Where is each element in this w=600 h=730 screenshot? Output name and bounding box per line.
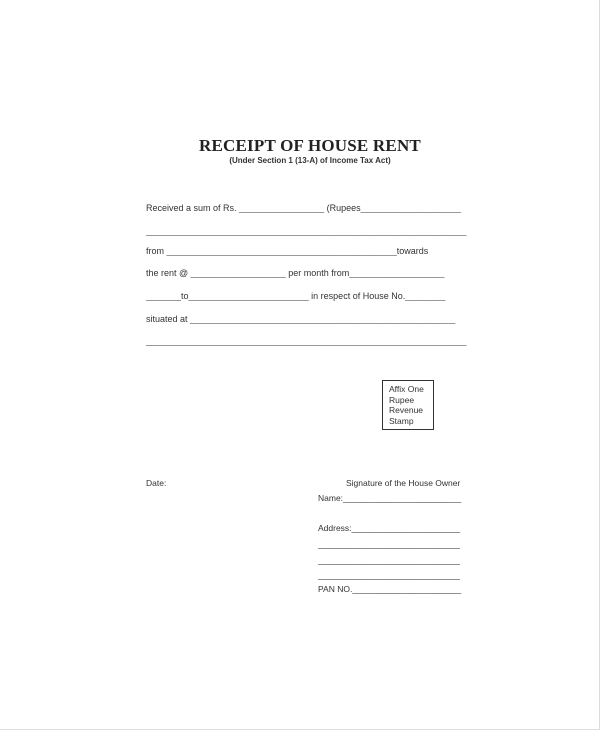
address-blank-line: ______________________________: [318, 555, 460, 565]
address-line: Address:_______________________: [318, 523, 461, 533]
stamp-text-line: Revenue: [389, 405, 424, 415]
name-line: Name:_________________________: [318, 493, 462, 503]
rent-rate-line: the rent @ ___________________ per month from___________________: [146, 268, 445, 278]
address-continuation-line: ________________________________________________________________: [146, 336, 467, 346]
received-sum-line: Received a sum of Rs. _________________ (Rupees____________________: [146, 203, 461, 213]
document-title: RECEIPT OF HOUSE RENT: [199, 136, 421, 155]
stamp-text-line: Stamp: [389, 415, 414, 426]
from-line: from ______________________________________________towards: [146, 246, 429, 256]
signature-title: Signature of the House Owner: [346, 478, 461, 488]
stamp-text-line: Rupee: [389, 394, 415, 405]
period-house-line: _______to________________________ in respect of House No.________: [146, 291, 446, 301]
revenue-stamp-box: [382, 380, 434, 430]
document-subtitle: (Under Section 1 (13-A) of Income Tax Act): [229, 156, 391, 165]
rupees-continuation-line: ________________________________________________________________: [146, 226, 467, 236]
pan-number-line: PAN NO._______________________: [318, 584, 462, 594]
date-label: Date:: [146, 478, 167, 488]
address-blank-line: ______________________________: [318, 570, 460, 580]
address-blank-line: ______________________________: [318, 539, 460, 549]
situated-at-line: situated at _____________________________________________________: [146, 314, 456, 324]
stamp-text-line: Affix One: [389, 384, 424, 394]
